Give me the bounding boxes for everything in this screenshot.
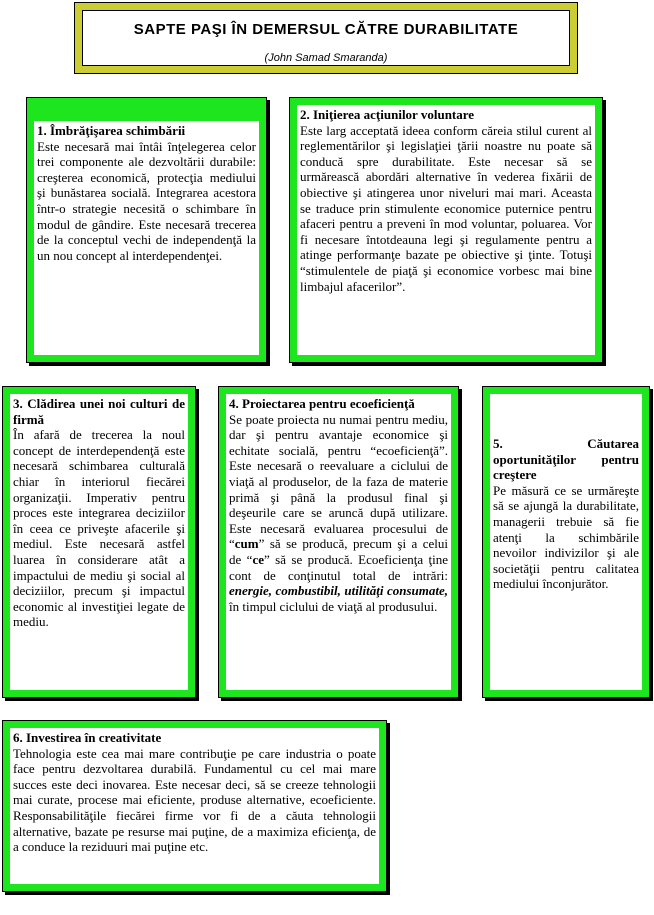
step-3-body: În afară de trecerea la noul concept de interdependenţă este necesară schimbarea culturală chiar în interiorul fiecărei organizaţii. Imperativ pentru proces este integrarea deciziilor în ceea ce priveşte afacerile şi mediul. Este necesară astfel luarea în considerare atât a impactului de mediu şi social al deciziilor, precum şi impactul economic al investiţiei legate de mediu.: [13, 427, 185, 630]
step-6-heading: 6. Investirea în creativitate: [13, 730, 162, 745]
step-1-body: Este necesară mai întâi înţelegerea celor trei componente ale dezvoltării durabile: creşterea economică, protecţia mediului şi bunăstarea socială. Integrarea acestora într-o strategie necesită o schimbare în modul de gândire. Este necesară trecerea de la conceptul vechi de independenţă la un nou concept al interdependenţei.: [37, 138, 256, 263]
step-6-box: [2, 720, 387, 892]
step-1-heading: 1. Îmbrăţişarea schimbării: [37, 123, 186, 138]
step-3-box: [2, 386, 196, 698]
title-frame: [74, 2, 578, 74]
author-line: (John Samad Smaranda): [264, 52, 388, 64]
step-4-body: Se poate proiecta nu numai pentru mediu, dar şi pentru avantaje economice şi echitate socială, pentru “ecoeficienţă”. Este necesară o reevaluare a ciclului de viaţă al produselor, de la faza de materie primă şi până la produsul final şi deşeurile care se aruncă după utilizare. Este necesară evaluarea procesului de “cum” să se producă, precum şi a celui de “ce” să se producă. Ecoeficienţa ţine cont de conţinutul total de intrări: energie, combustibil, utilităţi consumate, în timpul ciclului de viaţă al produsului.: [229, 411, 449, 614]
step-3-heading: 3. Clădirea unei noi culturi de firmă: [13, 396, 185, 427]
step-4-heading: 4. Proiectarea pentru ecoeficienţă: [229, 396, 415, 411]
step-5-body: Pe măsură ce se urmăreşte să se ajungă la durabilitate, managerii trebuie să fie atenţi la schimbările nevoilor indivizilor şi ale societăţii pentru calitatea mediului înconjurător.: [493, 482, 639, 592]
step-1-box: [26, 97, 267, 363]
emphasis-ce: ce: [252, 551, 264, 567]
step-2-heading: 2. Iniţierea acţiunilor voluntare: [300, 107, 475, 122]
emphasis-inputs: energie, combustibil, utilităţi consumate,: [229, 583, 448, 599]
step-5-box: [482, 386, 650, 698]
step-5-heading: 5. Căutarea oportunităţilor pentru creştere: [493, 436, 639, 483]
emphasis-cum: cum: [234, 536, 259, 552]
step-6-body: Tehnologia este cea mai mare contribuţie pe care industria o poate face pentru dezvoltarea durabilă. Fundamentul cu cel mai mare succes este deci inovarea. Este necesar deci, să se creeze tehnologii mai curate, procese mai eficiente, produse alternative, ecoeficiente. Responsabilităţile fiecărei firme vor fi de a căuta tehnologii alternative, bazate pe resurse mai puţine, de a maximiza eficienţa, de a conduce la reziduuri mai puţine etc.: [13, 745, 376, 855]
step-2-box: [289, 97, 603, 363]
title-panel: [82, 10, 570, 66]
step-4-box: [218, 386, 459, 698]
page-title: SAPTE PAŞI ÎN DEMERSUL CĂTRE DURABILITATE: [133, 21, 519, 38]
step-2-body: Este larg acceptată ideea conform căreia stilul curent al reglementărilor şi legislaţiei ţării noastre nu poate să conducă spre durabilitate. Este necesar să se urmărească abordări alternative în vederea fixării de obiective şi atingerea unor niveluri mai mari. Aceasta se traduce prin stimulente economice puternice pentru afaceri pentru a preveni în mod voluntar, poluarea. Vor fi necesare întotdeauna legi şi regulamente pentru a atinge performanţe bazate pe obiective şi ţinte. Totuşi “stimulentele de piaţă şi economice vorbesc mai bine limbajul afacerilor”.: [300, 122, 592, 294]
